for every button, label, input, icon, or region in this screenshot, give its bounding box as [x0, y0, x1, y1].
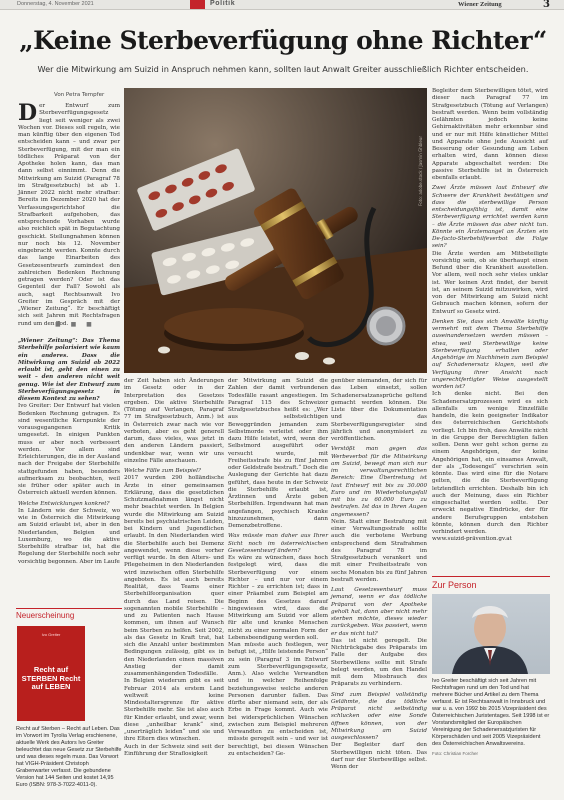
- article-column-1-bottom: [18, 338, 120, 603]
- byline: Von Petra Tempfer: [54, 92, 105, 98]
- answer-5: Nein. Statt einer Bestrafung mit einer Verwaltungsstrafe sollte auch die verbotene Werbung entsprechend dem Strafrahmen des Paragraf 78 im Strafgesetzbuch verankert und mit einer Freiheitsstrafe von sechs Monaten bis zu fünf Jahren bestraft werden.: [331, 518, 427, 583]
- separator-ornament: ■ ■ ■: [55, 321, 96, 328]
- section-name: Politik: [210, 0, 236, 7]
- answer-3: 2017 wurden 290 holländische Ärzte in einer gemeinsamen Erklärung, dass die gesetzlichen Schutzmaßnahmen längst nicht mehr beachtet werden. In Belgien wurde die Mitwirkung am Suizid bereits bei psychiatrischen Leiden, bei Kindern und Jugendlichen erlaubt. In den Niederlanden wird die Sterbehilfe auch bei Demenz angewendet, wenn diese vorher verfügt wurde. In den Alters- und Pflegeheimen in den Niederlanden wird inzwischen offen Sterbehilfe angeboten. Es ist auch bereits Realität, dass Teams einer Sterbehilfeorganisation quer durch das Land reisen. Die sogenannten mobile Sterbehilfe – und zu Patienten nach Hause kommen, um ihnen auf Wunsch beim Sterben zu helfen. Seit 2002, als das Gesetz in Kraft trat, hat sich die Anzahl unter bestimmten Bedingungen zulässig, gibt es in den Niederlanden einen massiven Anstieg der damit zusammenhängenden Todesfälle.: [124, 475, 224, 677]
- answer-1: Ivo Greiter: Der Entwurf hat vielen Bedenken Rechnung getragen. Es sind wesentliche Kernpunkte der vorausgegangenen Kritik umgesetzt. In einigen Punkten muss er aber noch verbessert werden. Vor allem sind Erleichterungen, die in der Ausland nach der Freigabe der Sterbehilfe stattgefunden haben, besonders aufmerksam zu beobachten, weil sie früher oder später auch in Österreich aktuell werden können.: [18, 403, 120, 497]
- prevention-link[interactable]: www.suizid-prävention.gv.at: [432, 536, 512, 543]
- article-photo-gavel: [124, 88, 427, 373]
- question-5: Verstößt man gegen das Werbeverbot für die Mitwirkung am Suizid, bewegt man sich nur im verwaltungsrechtlichen Bereich: Eine Übertretung ist laut Entwurf mit bis zu 30.000 Euro und im Wiederholungsfall mit bis zu 60.000 Euro zu bestrafen. Ist das in Ihren Augen angemessen?: [331, 446, 427, 518]
- portrait-illustration: [432, 594, 550, 674]
- question-2: Welche Entwicklungen konkret?: [18, 500, 110, 507]
- column-5-text: Begleiter dem Sterbewilligen tötet, wird dieser nach Paragraf 77 im Strafgesetzbuch (Tötung auf Verlangen) bestraft werden. Wenn beim vollständig Gelähmten jedoch keine Gehirnaktivitäten mehr erkennbar sind und er nur mit Hilfe künstlicher Mittel und Apparate ohne jede Aussicht auf Besserung oder Gesundung am Leben erhalten wird, dann können diese Apparate abgeschaltet werden: Die passive Sterbehilfe ist in Österreich ebenfalls erlaubt.: [432, 88, 548, 181]
- column-4-text: genüber niemanden, der sich für das Leben einsetzt, sollen Schadenersatzansprüche geltend gemacht werden können. Die Liste über die Dokumentation und das Sterbeverfügungsregister sind jährlich und anonymisiert zu veröffentlichen.: [331, 378, 427, 442]
- photo-credit: Foto: adobe.stock / Jasmin Ghbleur: [418, 136, 423, 206]
- question-1: „Wiener Zeitung“: Das Thema Sterbehilfe polarisiert wie kaum ein anderes. Dass die Mitwirkung am Suizid ab 2022 erlaubt ist, geht den einen zu weit – den anderen nicht weit genug. Wie ist der Entwurf zum Sterbeverfügungsgesetz in diesem Kontext zu sehen?: [18, 338, 120, 402]
- gavel-and-pills-illustration: [124, 88, 427, 373]
- column-3-helper: Man müsste auch festlegen, wer befugt ist, „Hilfe leistende Person“ zu sein (Paragraf 3 im Entwurf zum Sterbeverfügungsgesetz, Anm.). Also welche Verwandten und in welcher Reihenfolge beziehungsweise welche anderen Personen darunter fallen. Das dürfte aber niemand sein, der als Erbe in Frage kommt. Auch wie bei widersprüchlichen Wünschen zwischen zum Beispiel mehreren Verwandten zu entscheiden ist, müsste geregelt sein – und wer ist berechtigt, bei diesen Wünschen zu entscheiden? Ge-: [228, 642, 328, 757]
- book-description: Recht auf Sterben – Recht auf Leben. Das im Vorwort im Tyrolia Verlag erschienene, aktuelle Werk des Autors Ivo Greiter beleuchtet das neue Gesetz zur Sterbehilfe und was dieses regeln muss. Das Vorwort hat VIGH-Präsident Christoph Grabenwarter verfasst. Die gebundene Version hat 144 Seiten und kostet 14,95 Euro (ISBN: 978-3-7022-4011-0).: [16, 726, 122, 788]
- issue-date: Donnerstag, 4. November 2021: [17, 1, 94, 7]
- question-3: Welche Fälle zum Beispiel?: [124, 468, 201, 474]
- profile-photo-credit: Foto: Christian Forcher: [432, 751, 479, 756]
- headline: „Keine Sterbeverfügung ohne Richter“: [19, 26, 547, 55]
- book-cover: [17, 626, 85, 721]
- book-title: Recht auf STERBEN Recht auf LEBEN: [21, 665, 81, 691]
- article-column-1-top: [18, 100, 120, 327]
- column-3-text: der Mitwirkung am Suizid die Zahlen der damit verbundenen Todesfälle rasant angestiegen. Im Paragraf 115 des Schweizer Strafgesetzbuches heißt es: „Wer aus selbstsüchtigen Beweggründen jemanden zum Selbstmorde verleitet oder ihm dazu Hilfe leistet, wird, wenn der Selbstmord ausgeführt oder versucht wurde, mit Freiheitsstrafe bis zu fünf Jahren oder Geldstrafe bestraft.“ Doch die Auslegung der Gerichte hat dazu geführt, dass heute in der Schweiz die Sterbehilfe erlaubt ist, Ärztinnen und Ärzte geben Sterbehilfen. Irgendwann hat man angefangen, psychisch Kranke hinzuzunehmen, dann Demenzbetroffene.: [228, 378, 328, 529]
- intro-text: er Entwurf zum Sterbeverfügungsgesetz liegt seit weniger als zwei Wochen vor. Dieses soll regeln, wie man künftig über den eigenen Tod entscheiden kann – und zwar per Sterbeverfügung, mit der man ein tödliches Präparat von der Apotheke holen kann, das man dann selbst einnimmt. Denn die Mitwirkung am Suizid (Paragraf 78 im Strafgesetzbuch) ist ab 1. Jänner 2022 nicht mehr strafbar: Bereits im Dezember 2020 hat der Verfassungsgerichtshof die Strafbarkeit aufgehoben, das entsprechende Vorhaben wurde also reichlich spät in Begutachtung geschickt. Stellungnahmen können nur noch bis 12. November eingebracht werden. Konnte durch das lange Einarbeiten des Gesetzesentwurfs zumindest den zahlreichen Bedenken Rechnung getragen werden? Oder ist das Gegenteil der Fall? Sowohl als auch, sagt Rechtsanwalt Ivo Greiter im Gespräch mit der „Wiener Zeitung“. Er beschäftigt sich seit Jahren mit Rechtsfragen rund um den Tod.: [18, 103, 120, 327]
- answer-4: Es wäre zu wünschen, dass hoch festgelegt wird, dass die Sterbeverfügung vor einem Richter – und nur vor einem Richter – zu errichten ist; dass in einer Präambel zum Beispiel am Beginn des Gesetzes darauf hingewiesen wird, dass die Mitwirkung am Suizid vor allem für alte und kranke Menschen nicht zu einer normalen Form der Lebensbeendigung werden soll.: [228, 555, 328, 641]
- subheadline: Wer die Mitwirkung am Suizid in Anspruch nehmen kann, sollten laut Anwalt Greiter ausschließlich Richter entscheiden.: [37, 64, 529, 74]
- profile-text: [432, 678, 550, 757]
- answer-9: Ich denke nicht. Bei den Schadenersatzprozessen wird es sich allenfalls um wenige Einzelfälle handeln, die kein geeigneter Indikator des österreichischen Gerichtshofs vorliegt. Ich bin froh, dass Anwälte nicht in die Gruppe der Berechtigten fallen sollen. Denn wer geht schon gerne zu einem Angehörigen, der keine Angehörigen hat, ein einsames Anwalt, der als „Todesengel“ verschrien sein könnte. Das wird eine für die Notare gelten, die die Sterbeverfügung letztendlich errichten. Deshalb bin ich auch der Meinung, dass ein Richter eingeschaltet werden sollte. Der erweckt negative Eindrücke, der für andere Berufsgruppen entstehen könnte, können durch den Richter verhindert werden.: [432, 391, 548, 535]
- author-profile: [432, 576, 550, 798]
- article-column-5: [432, 88, 548, 573]
- article-column-2: [124, 378, 224, 798]
- author-portrait: [432, 594, 550, 674]
- page-number: 3: [543, 0, 550, 10]
- column-2-text: der Zeit haben sich Änderungen im Gesetz oder in der Interpretation des Gesetzes ergeben. Die aktive Sterbehilfe (Tötung auf Verlangen, Paragraf 77 im Strafgesetzbuch, Anm.) ist in Österreich zwar nach wie vor verboten, aber es geht generell darum, dass vieles, was jetzt in den anderen Ländern passiert, undenkbar war, wenn wir uns einzelne Fälle anschauen.: [124, 378, 224, 464]
- column-2-switzerland: Auch in der Schweiz sind seit der Einführung der Straflosigkeit: [124, 743, 224, 757]
- book-author: Ivo Greiter: [41, 632, 61, 637]
- book-announcement: [16, 608, 122, 798]
- profile-title: Zur Person: [432, 576, 550, 590]
- answer-8: Die Ärzte werden am Mitbeteiligte vorsichtig sein, ob sie überhaupt einen Befund über die Krankheit ausstellen. Vor allem, weil noch sehr vieles unklar ist. Wer keinen Arzt findet, der bereit ist, an seinem Suizid mitzuwirken, wird von der Mitwirkung am Suizid nicht Gebrauch machen können, sofern der Entwurf so Gesetz wird.: [432, 250, 548, 315]
- column-2-belgium: In Belgien wiederum gibt es seit Februar 2014 als erstem Land weltweit keine Mindestaltersgrenze für aktive Sterbehilfe mehr. Sie ist also auch für Kinder erlaubt, und zwar, wenn diese „unheilbar krank“ sind, „unerträglich leiden“ und sie und ihre Eltern dies wünschen.: [124, 678, 224, 743]
- question-4: Was müsste man daher aus Ihrer Sicht noch im österreichischen Gesetzesentwurf ändern?: [228, 533, 328, 554]
- page-header: [0, 0, 564, 10]
- drop-cap: D: [18, 100, 38, 126]
- answer-6: Das ist nicht geregelt. Die Nichtrückgabe des Präparats im Falle der Aufgabe des Sterbewillens sollte mit Strafe belegt werden, um den Handel mit dem Missbrauch des Präparats zu verhindern.: [331, 637, 427, 688]
- article-column-4: [331, 378, 427, 798]
- question-7: Sind zum Beispiel vollständig Gelähmte, die das tödliche Präparat nicht selbständig schlucken oder eine Sonde öffnen können, von der Mitwirkung am Suizid ausgeschlossen?: [331, 691, 427, 741]
- article-column-3: [228, 378, 328, 798]
- question-9: Denken Sie, dass sich Anwälte künftig vermehrt mit dem Thema Sterbehilfe auseinandersetzen werden müssen – etwa, weil Sterbewillige keine Sterbeverfügung erhalten oder Angehörige im Nachhinein zum Beispiel auf Schadenersatz klagen, weil die Verfügung ihrer Ansicht nach ungerechtfertigter Weise ausgestellt worden ist?: [432, 318, 548, 390]
- answer-7: Der Begleiter darf den Sterbewilligen nicht töten. Das darf nur der Sterbewillige selbst. Wenn der: [331, 742, 427, 770]
- profile-bio: Ivo Greiter beschäftigt sich seit Jahren mit Rechtsfragen rund um den Tod und hat mehrere Bücher und Artikel zu dem Thema verfasst. Er ist Rechtsanwalt in Innsbruck und war u. a. von 1992 bis 2015 Vizepräsident des Österreichischen Juristentages. Seit 1998 ist er Vorstandsmitglied der Europäischen Vereinigung der Schadenersatzjuristen für Körperschäden und seit 2005 Vizepräsident des Österreichischen Anwaltsvereins.: [432, 678, 550, 747]
- answer-2: In Ländern wie der Schweiz, wo wie in Österreich die Mitwirkung am Suizid erlaubt ist, aber in den Niederlanden, Belgien und Luxemburg, wo die aktive Sterbehilfe strafbar ist, hat die Regelung der Sterbehilfe noch sehr vorsichtig begonnen. Aber im Laufe: [18, 507, 120, 565]
- announcement-title: Neuerscheinung: [16, 608, 122, 620]
- question-6: Laut Gesetzesentwurf muss jemand, wenn er das tödliche Präparat von der Apotheke geholt hat, dann aber nicht mehr sterben möchte, dieses wieder zurückgeben. Was passiert, wenn er das nicht tut?: [331, 587, 427, 637]
- question-8: Zwei Ärzte müssen laut Entwurf die Schwere der Krankheit bestätigen und dass die sterbewillige Person entscheidungsfähig ist, damit eine Sterbeverfügung errichtet werden kann – die Ärzte müssen das aber nicht tun. Könnte ein Ärztemangel an Ärzten ein De-facto-Sterbehilfeverbot die Folge sein?: [432, 185, 548, 250]
- newspaper-name: Wiener Zeitung: [458, 1, 502, 8]
- section-accent: [190, 0, 205, 9]
